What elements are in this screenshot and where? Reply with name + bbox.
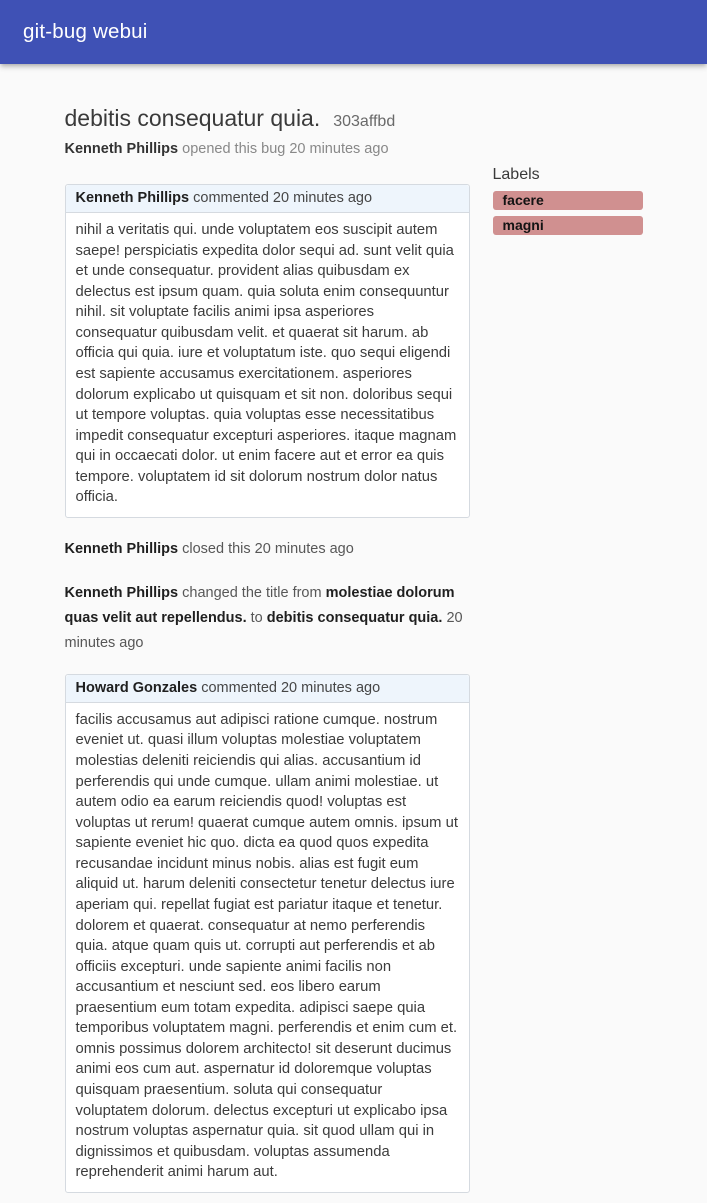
- comment-author: Kenneth Phillips: [75, 190, 190, 206]
- event-closed: [65, 537, 470, 562]
- event-author: Kenneth Phillips: [64, 584, 179, 601]
- comment-meta: commented 20 minutes ago: [201, 679, 381, 696]
- event-old-title: molestiae dolorum quas velit aut repellendus.: [64, 584, 455, 626]
- event-new-title: debitis consequatur quia.: [266, 609, 443, 626]
- bug-author: Kenneth Phillips: [64, 141, 179, 157]
- label-chip-facere: facere: [493, 191, 643, 210]
- bug-byline: [65, 141, 643, 157]
- comment-meta: commented 20 minutes ago: [193, 190, 373, 206]
- event-time: 20 minutes ago: [64, 609, 463, 651]
- comment-header: [66, 675, 469, 703]
- bug-title-row: [65, 105, 643, 132]
- bug-hash: 303affbd: [333, 113, 396, 130]
- app-title-link[interactable]: git-bug webui: [23, 20, 148, 43]
- bug-page: [65, 64, 643, 1203]
- labels-heading: Labels: [492, 166, 540, 183]
- event-author: Kenneth Phillips: [64, 540, 179, 557]
- event-text: closed this 20 minutes ago: [182, 540, 354, 557]
- comment-card: [65, 674, 470, 1193]
- comment-card: [65, 184, 470, 518]
- comment-header: [66, 185, 469, 213]
- comment-author: Howard Gonzales: [75, 679, 198, 696]
- bug-title: debitis consequatur quia.: [64, 105, 321, 131]
- event-title-change: [65, 581, 470, 656]
- label-chip-magni: magni: [493, 216, 643, 235]
- event-connector: to: [250, 609, 263, 626]
- comment-body: facilis accusamus aut adipisci ratione cumque. nostrum eveniet ut. quasi illum voluptas molestiae voluptatem molestias deleniti reiciendis qui alias. accusantium id perferendis qui unde cumque. ullam animi molestiae. ut autem odio ea earum reiciendis quod! voluptas est voluptas ut rerum! quaerat cumque autem omnis. ipsum ut sapiente eveniet hic quo. dicta ea quod quos expedita recusandae incidunt minus nobis. alias est fugit eum aliquid ut. harum deleniti consectetur tenetur delectus iure aperiam qui. repellat fugiat est pariatur itaque et tenetur. dolorem et quaerat. consequatur at nemo perferendis quia. atque quam quis ut. corrupti aut perferendis et ab officiis excepturi. unde sapiente animi facilis non accusantium et nesciunt sed. eos libero earum praesentium eum totam expedita. adipisci saepe quia temporibus voluptatem magni. perferendis et enim cum et. omnis possimus dolorem architecto! sit deserunt ducimus animi eos cum aut. aspernatur id doloremque voluptas quisquam praesentium. soluta qui consequatur voluptatem dolorum. delectus excepturi ut explicabo ipsa nostrum voluptas aspernatur quia. sit quod ullam qui in dignissimos et quibusdam. voluptas assumenda reprehenderit animi harum aut.: [75, 711, 458, 1181]
- app-bar: [0, 0, 707, 64]
- event-action: changed the title from: [182, 584, 322, 601]
- bug-byline-action: opened this bug 20 minutes ago: [182, 141, 389, 157]
- comment-body: nihil a veritatis qui. unde voluptatem eos suscipit autem saepe! perspiciatis expedita dolor sequi ad. sunt velit quia et unde consequatur. provident alias quibusdam ex delectus est ipsum quam. quia soluta enim consequuntur nihil. sit voluptate facilis animi ipsa asperiores consequatur quibusdam velit. et quaerat sit harum. ab officia qui quia. iure et voluptatum iste. quo sequi eligendi est sapiente accusamus exercitationem. asperiores dolorum explicabo ut quisquam et sit non. doloribus sequi ut tempore voluptas. quia voluptas esse necessitatibus impedit consequatur excepturi asperiores. itaque magnam qui in occaecati dolor. ut enim facere aut et error ea quis tempore. voluptatem id sit dolorum nostrum dolor natus officia.: [75, 222, 457, 506]
- sidebar: [493, 166, 643, 241]
- timeline: [65, 166, 470, 1203]
